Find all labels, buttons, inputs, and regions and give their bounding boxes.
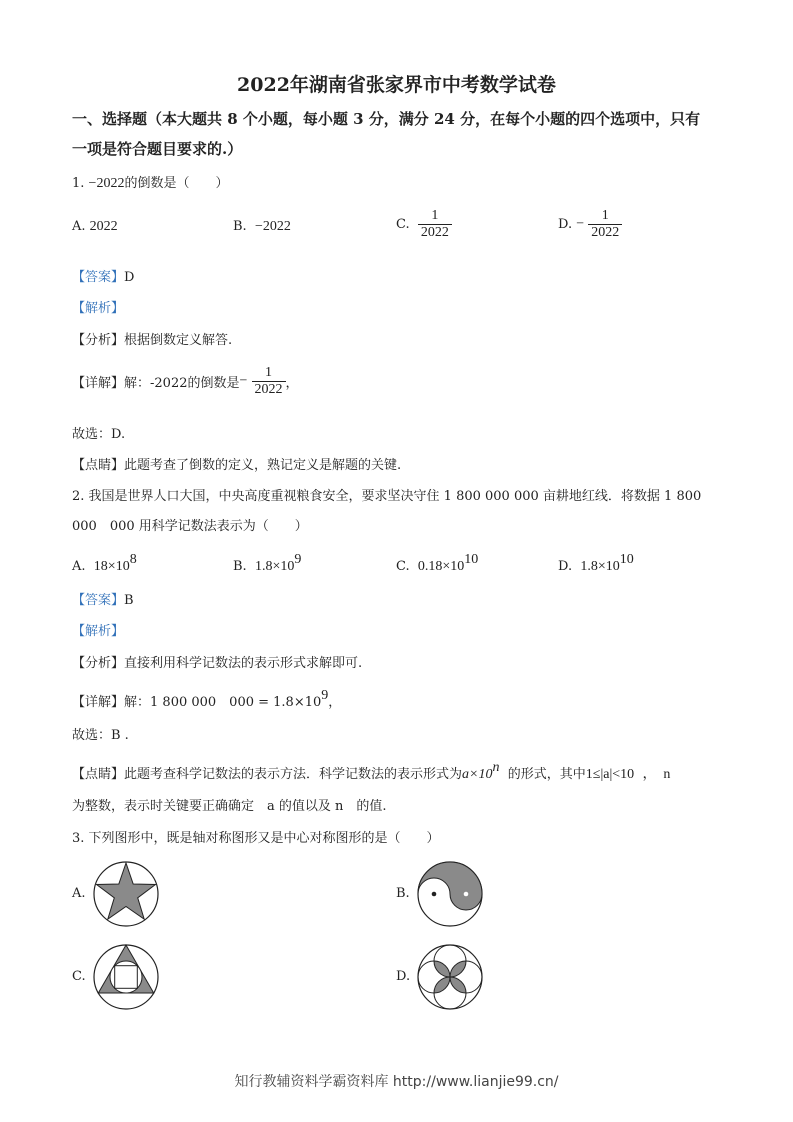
- circle-four-petal-figure: [416, 943, 484, 1011]
- q1-option-b: B. −2022: [233, 219, 291, 234]
- q1-fenxi: 【分析】根据倒数定义解答.: [72, 333, 233, 348]
- q1-xiangjie: 【详解】解：-2022的倒数是− $\frac{1}{2022}$ ，: [72, 365, 299, 398]
- q2-fenxi: 【分析】直接利用科学记数法的表示形式求解即可.: [72, 656, 363, 671]
- section-heading-line1: 一、选择题（本大题共 8 个小题，每小题 3 分，满分 24 分，在每个小题的四个选项中，只有: [72, 110, 701, 128]
- q3-option-c-label: C.: [72, 969, 86, 984]
- q2-stem-line1: 2. 我国是世界人口大国，中央高度重视粮食安全，要求坚决守住 1 800 000 000 亩耕地红线．将数据 1 800: [72, 489, 702, 504]
- circle-triangle-square-figure: [92, 943, 160, 1011]
- q2-choose: 故选：B .: [72, 728, 129, 743]
- q1-option-c: C. $\frac{1}{2022}$: [396, 208, 452, 241]
- q2-option-b: B. $1.8\times 10^9$: [233, 552, 302, 574]
- q1-answer: 【答案】D: [72, 270, 135, 285]
- circle-star-figure: [92, 860, 160, 928]
- q2-dianjing-line1: 【点睛】此题考查科学记数法的表示方法．科学记数法的表示形式为$a\times 10^n$ 的形式，其中1≤|a|<10 ， n: [72, 760, 671, 782]
- q1-dianjing: 【点睛】此题考查了倒数的定义，熟记定义是解题的关键.: [72, 458, 402, 473]
- q3-option-d-label: D.: [396, 969, 411, 984]
- taiji-figure: [416, 860, 484, 928]
- q2-analysis-tag: 【解析】: [72, 624, 125, 639]
- q2-option-a: A. $18\times 10^8$: [72, 552, 137, 574]
- section-heading-line2: 一项是符合题目要求的.）: [72, 140, 243, 158]
- q2-option-c: C. $0.18\times 10^{10}$: [396, 552, 479, 574]
- q2-xiangjie: 【详解】解：1 800 000 $000 = 1.8\times 10^9$，: [72, 688, 342, 710]
- q1-analysis-tag: 【解析】: [72, 301, 125, 316]
- q3-option-b-label: B.: [396, 886, 410, 901]
- q1-option-a: A. 2022: [72, 219, 118, 234]
- q1-option-d: D. − $\frac{1}{2022}$: [558, 208, 622, 241]
- q2-dianjing-line2: 为整数，表示时关键要正确确定 a 的值以及 n 的值.: [72, 799, 387, 814]
- footer-watermark: 知行教辅资料学霸资料库 http://www.lianjie99.cn/: [234, 1074, 559, 1090]
- q3-stem: 3. 下列图形中，既是轴对称图形又是中心对称图形的是（ ）: [72, 831, 440, 846]
- q1-stem: 1. −2022的倒数是（ ）: [72, 176, 229, 191]
- page-title: 2022年湖南省张家界市中考数学试卷: [237, 74, 556, 96]
- q2-stem-line2: 000 000 用科学记数法表示为（ ）: [72, 519, 308, 534]
- q3-option-a-label: A.: [72, 886, 86, 901]
- q2-answer: 【答案】B: [72, 593, 134, 608]
- q2-option-d: D. $1.8\times 10^{10}$: [558, 552, 634, 574]
- q1-choose: 故选：D.: [72, 427, 126, 442]
